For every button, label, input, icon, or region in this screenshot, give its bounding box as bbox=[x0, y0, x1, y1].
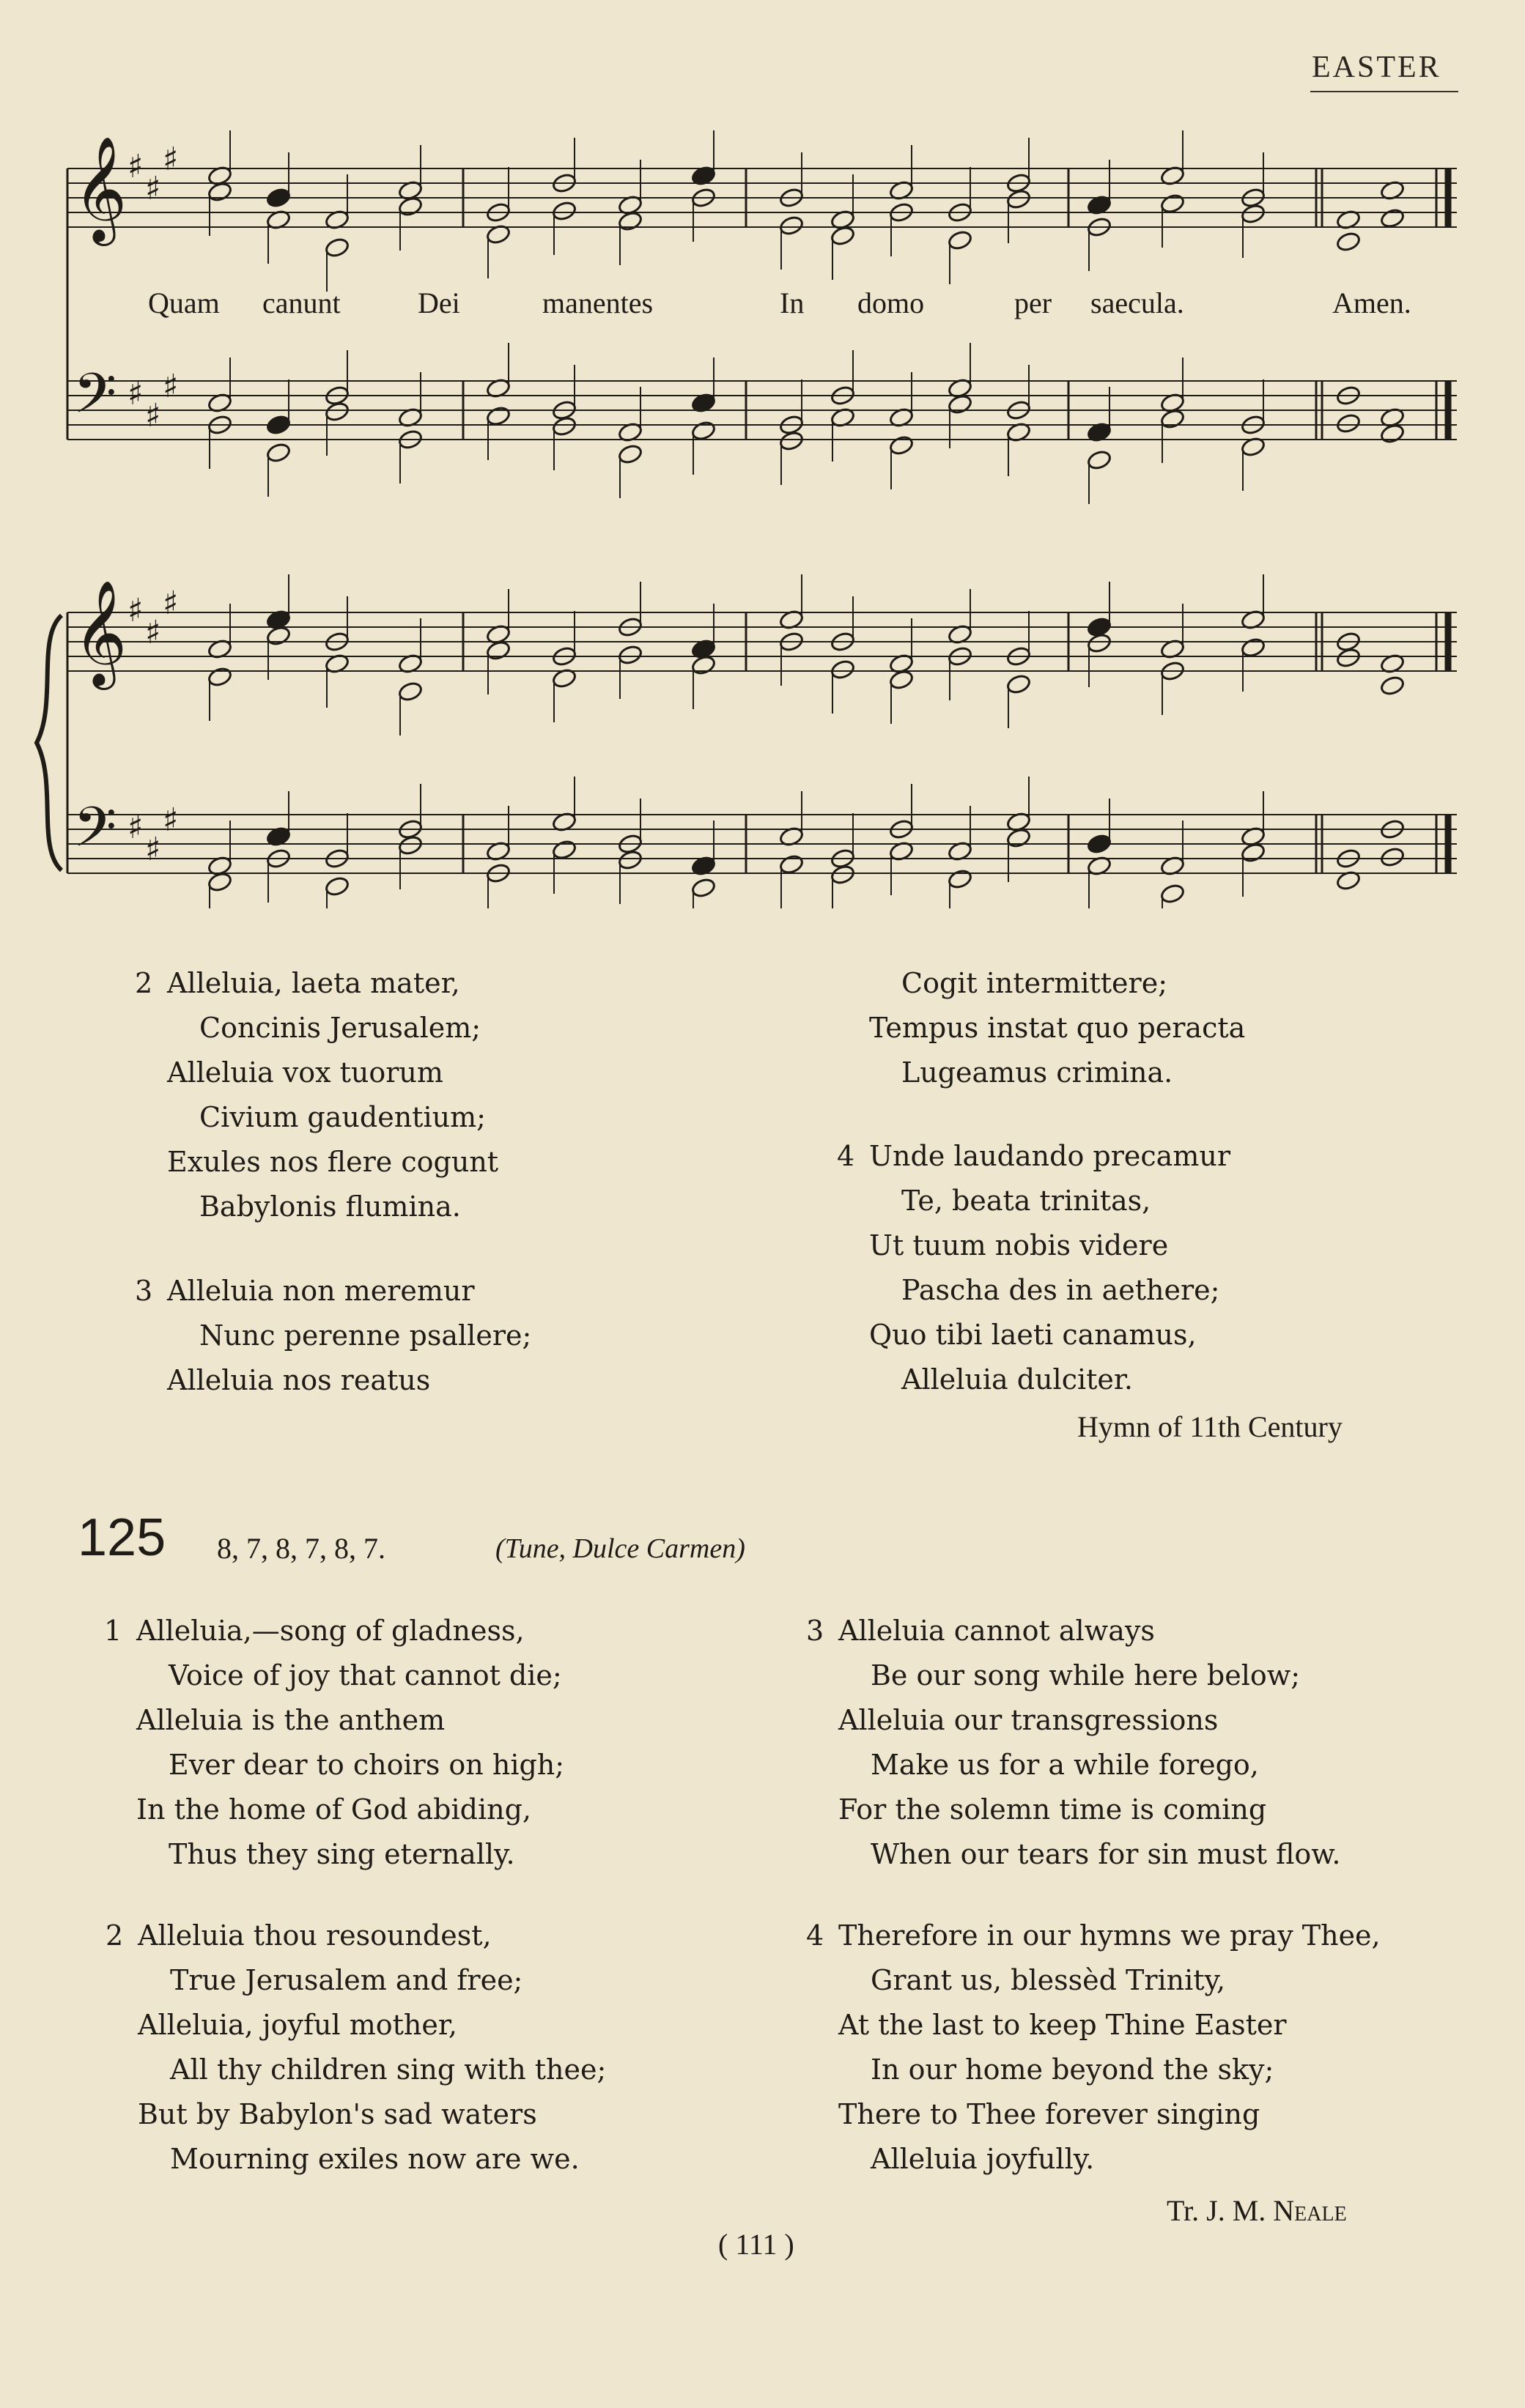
sharp-sign: ♯ bbox=[128, 592, 144, 629]
half-note bbox=[1240, 203, 1266, 225]
verse-line: True Jerusalem and free; bbox=[170, 1964, 523, 1996]
verse-line: But by Babylon's sad waters bbox=[138, 2098, 537, 2130]
sharp-sign: ♯ bbox=[145, 614, 161, 651]
verse-line: Mourning exiles now are we. bbox=[170, 2143, 580, 2175]
half-note bbox=[778, 430, 804, 452]
sharp-sign: ♯ bbox=[128, 375, 144, 412]
half-note bbox=[617, 210, 643, 232]
verse-number: 2 bbox=[135, 967, 153, 999]
half-note bbox=[1335, 231, 1361, 253]
verse-line: Tempus instat quo peracta bbox=[869, 1012, 1246, 1044]
verse-line: Alleluia our transgressions bbox=[838, 1704, 1219, 1736]
verse-line: At the last to keep Thine Easter bbox=[838, 2009, 1287, 2041]
piano-brace bbox=[37, 615, 62, 870]
verse-line: Be our song while here below; bbox=[871, 1659, 1301, 1692]
verse-line: Alleluia non meremur bbox=[167, 1275, 475, 1307]
verse-line: Cogit intermittere; bbox=[901, 967, 1168, 999]
bass-clef: 𝄢 bbox=[73, 795, 117, 873]
half-note bbox=[1086, 449, 1112, 471]
half-note bbox=[265, 625, 291, 647]
half-note bbox=[617, 443, 643, 465]
verse-3-continued bbox=[869, 961, 1245, 1095]
verse-line: Ut tuum nobis videre bbox=[869, 1229, 1169, 1262]
verse-line: There to Thee forever singing bbox=[838, 2098, 1260, 2130]
hymn-125-verse-2 bbox=[106, 1914, 607, 2182]
sharp-sign: ♯ bbox=[128, 148, 144, 185]
half-note bbox=[690, 654, 716, 676]
verse-line: Exules nos flere cogunt bbox=[167, 1146, 499, 1178]
half-note bbox=[1240, 637, 1266, 659]
half-note bbox=[551, 415, 577, 437]
verse-line: All thy children sing with thee; bbox=[170, 2053, 607, 2086]
half-note bbox=[830, 659, 855, 681]
verse-3 bbox=[135, 1269, 532, 1403]
half-note bbox=[1240, 842, 1266, 864]
half-note bbox=[947, 868, 972, 890]
half-note bbox=[830, 225, 855, 247]
hymn-125-verse-3 bbox=[806, 1609, 1341, 1877]
verse-line: Ever dear to choirs on high; bbox=[169, 1749, 565, 1781]
verse-line: Grant us, blessèd Trinity, bbox=[871, 1964, 1226, 1996]
sharp-sign: ♯ bbox=[145, 831, 161, 868]
quarter-note bbox=[265, 187, 291, 209]
verse-number: 3 bbox=[806, 1615, 824, 1647]
half-note bbox=[1379, 423, 1405, 445]
sharp-sign: ♯ bbox=[163, 368, 179, 405]
verse-2 bbox=[135, 961, 499, 1229]
translator-credit bbox=[1167, 2193, 1347, 2228]
verse-line: Alleluia cannot always bbox=[838, 1615, 1155, 1647]
verse-line: Pascha des in aethere; bbox=[901, 1274, 1220, 1306]
bass-clef: 𝄢 bbox=[73, 361, 117, 440]
verse-line: Alleluia nos reatus bbox=[167, 1364, 431, 1396]
half-note bbox=[1379, 846, 1405, 868]
sharp-sign: ♯ bbox=[145, 397, 161, 434]
verse-line: Alleluia,—song of gladness, bbox=[136, 1615, 525, 1647]
half-note bbox=[947, 229, 972, 251]
lyric-word: per bbox=[1014, 286, 1052, 319]
hymn-125-verse-1 bbox=[104, 1609, 565, 1877]
verse-number: 3 bbox=[135, 1275, 153, 1307]
lyric-word: In bbox=[780, 286, 805, 319]
half-note bbox=[947, 393, 972, 415]
half-note bbox=[207, 666, 232, 688]
half-note bbox=[888, 669, 914, 691]
half-note bbox=[617, 644, 643, 666]
verse-line: Alleluia, laeta mater, bbox=[167, 967, 460, 999]
verse-line: When our tears for sin must flow. bbox=[871, 1838, 1341, 1870]
translator-name: Neale bbox=[1273, 2194, 1347, 2227]
half-note bbox=[207, 181, 232, 203]
half-note bbox=[617, 849, 643, 871]
verse-line: Alleluia, joyful mother, bbox=[138, 2009, 457, 2041]
verse-line: Alleluia dulciter. bbox=[901, 1363, 1133, 1396]
verse-line: Thus they sing eternally. bbox=[169, 1838, 515, 1870]
half-note bbox=[1159, 193, 1185, 215]
half-note bbox=[1335, 412, 1361, 434]
treble-clef: 𝄞 bbox=[73, 136, 128, 242]
half-note bbox=[397, 681, 423, 703]
half-note bbox=[1159, 883, 1185, 905]
sharp-sign: ♯ bbox=[163, 801, 179, 839]
verse-line: Civium gaudentium; bbox=[199, 1101, 486, 1133]
hymn-number: 125 bbox=[78, 1508, 166, 1567]
verse-line: Alleluia vox tuorum bbox=[167, 1056, 443, 1089]
page-number: ( 111 ) bbox=[718, 2228, 794, 2261]
half-note bbox=[265, 442, 291, 464]
half-note bbox=[324, 237, 350, 259]
half-note bbox=[1005, 188, 1031, 210]
half-note bbox=[1379, 675, 1405, 697]
sharp-sign: ♯ bbox=[145, 170, 161, 207]
lyric-word: domo bbox=[857, 286, 925, 319]
lyric-word: canunt bbox=[262, 286, 341, 319]
half-note bbox=[1005, 673, 1031, 695]
verse-line: Alleluia thou resoundest, bbox=[138, 1919, 492, 1952]
sharp-sign: ♯ bbox=[163, 585, 179, 622]
translator-prefix: Tr. J. M. bbox=[1167, 2194, 1266, 2227]
half-note bbox=[551, 839, 577, 861]
half-note bbox=[1335, 647, 1361, 669]
half-note bbox=[778, 215, 804, 237]
lyric-word: manentes bbox=[542, 286, 654, 319]
half-note bbox=[1005, 827, 1031, 849]
half-note bbox=[1159, 408, 1185, 430]
verse-line: Alleluia joyfully. bbox=[871, 2143, 1095, 2175]
half-note bbox=[207, 871, 232, 893]
hymn-124-attribution: Hymn of 11th Century bbox=[1077, 1410, 1343, 1443]
hymn-meter: 8, 7, 8, 7, 8, 7. bbox=[217, 1532, 385, 1565]
verse-line: Concinis Jerusalem; bbox=[199, 1012, 481, 1044]
verse-line: Lugeamus crimina. bbox=[901, 1056, 1173, 1089]
hymn-125-verse-4 bbox=[806, 1914, 1381, 2182]
tune-name: (Tune, Dulce Carmen) bbox=[495, 1533, 745, 1564]
half-note bbox=[1086, 632, 1112, 654]
half-note bbox=[690, 877, 716, 899]
running-head: EASTER bbox=[1312, 51, 1441, 84]
half-note bbox=[888, 434, 914, 456]
verse-line: Unde laudando precamur bbox=[869, 1140, 1230, 1172]
sharp-sign: ♯ bbox=[128, 809, 144, 846]
verse-line: In the home of God abiding, bbox=[136, 1793, 531, 1826]
verse-line: In our home beyond the sky; bbox=[871, 2053, 1274, 2086]
verse-line: Nunc perenne psallere; bbox=[199, 1319, 532, 1352]
half-note bbox=[551, 200, 577, 222]
verse-4 bbox=[837, 1134, 1230, 1402]
lyric-word: Amen. bbox=[1332, 286, 1411, 319]
half-note bbox=[485, 640, 511, 662]
half-note bbox=[397, 196, 423, 218]
verse-line: Te, beata trinitas, bbox=[901, 1185, 1151, 1217]
half-note bbox=[778, 853, 804, 875]
half-note bbox=[830, 864, 855, 886]
verse-number: 4 bbox=[806, 1919, 824, 1952]
half-note bbox=[1379, 207, 1405, 229]
lyric-word: saecula. bbox=[1090, 286, 1184, 319]
half-note bbox=[324, 401, 350, 423]
music-score bbox=[0, 0, 1525, 908]
lyric-word: Dei bbox=[418, 286, 460, 319]
half-note bbox=[324, 875, 350, 897]
verse-line: Voice of joy that cannot die; bbox=[169, 1659, 562, 1692]
sharp-sign: ♯ bbox=[163, 141, 179, 178]
half-note bbox=[485, 405, 511, 427]
verse-line: Make us for a while forego, bbox=[871, 1749, 1259, 1781]
verse-line: Quo tibi laeti canamus, bbox=[869, 1319, 1197, 1351]
half-note bbox=[397, 834, 423, 856]
quarter-note bbox=[265, 414, 291, 436]
verse-line: Alleluia is the anthem bbox=[136, 1704, 446, 1736]
treble-clef: 𝄞 bbox=[73, 580, 128, 686]
verse-line: For the solemn time is coming bbox=[838, 1793, 1267, 1826]
verse-line: Therefore in our hymns we pray Thee, bbox=[838, 1919, 1381, 1952]
quarter-note bbox=[1086, 833, 1112, 855]
verse-number: 1 bbox=[104, 1615, 122, 1647]
verse-number: 2 bbox=[106, 1919, 124, 1952]
lyric-word: Quam bbox=[148, 286, 220, 319]
half-note bbox=[690, 420, 716, 442]
verse-number: 4 bbox=[837, 1140, 855, 1172]
verse-line: Babylonis flumina. bbox=[199, 1190, 461, 1223]
